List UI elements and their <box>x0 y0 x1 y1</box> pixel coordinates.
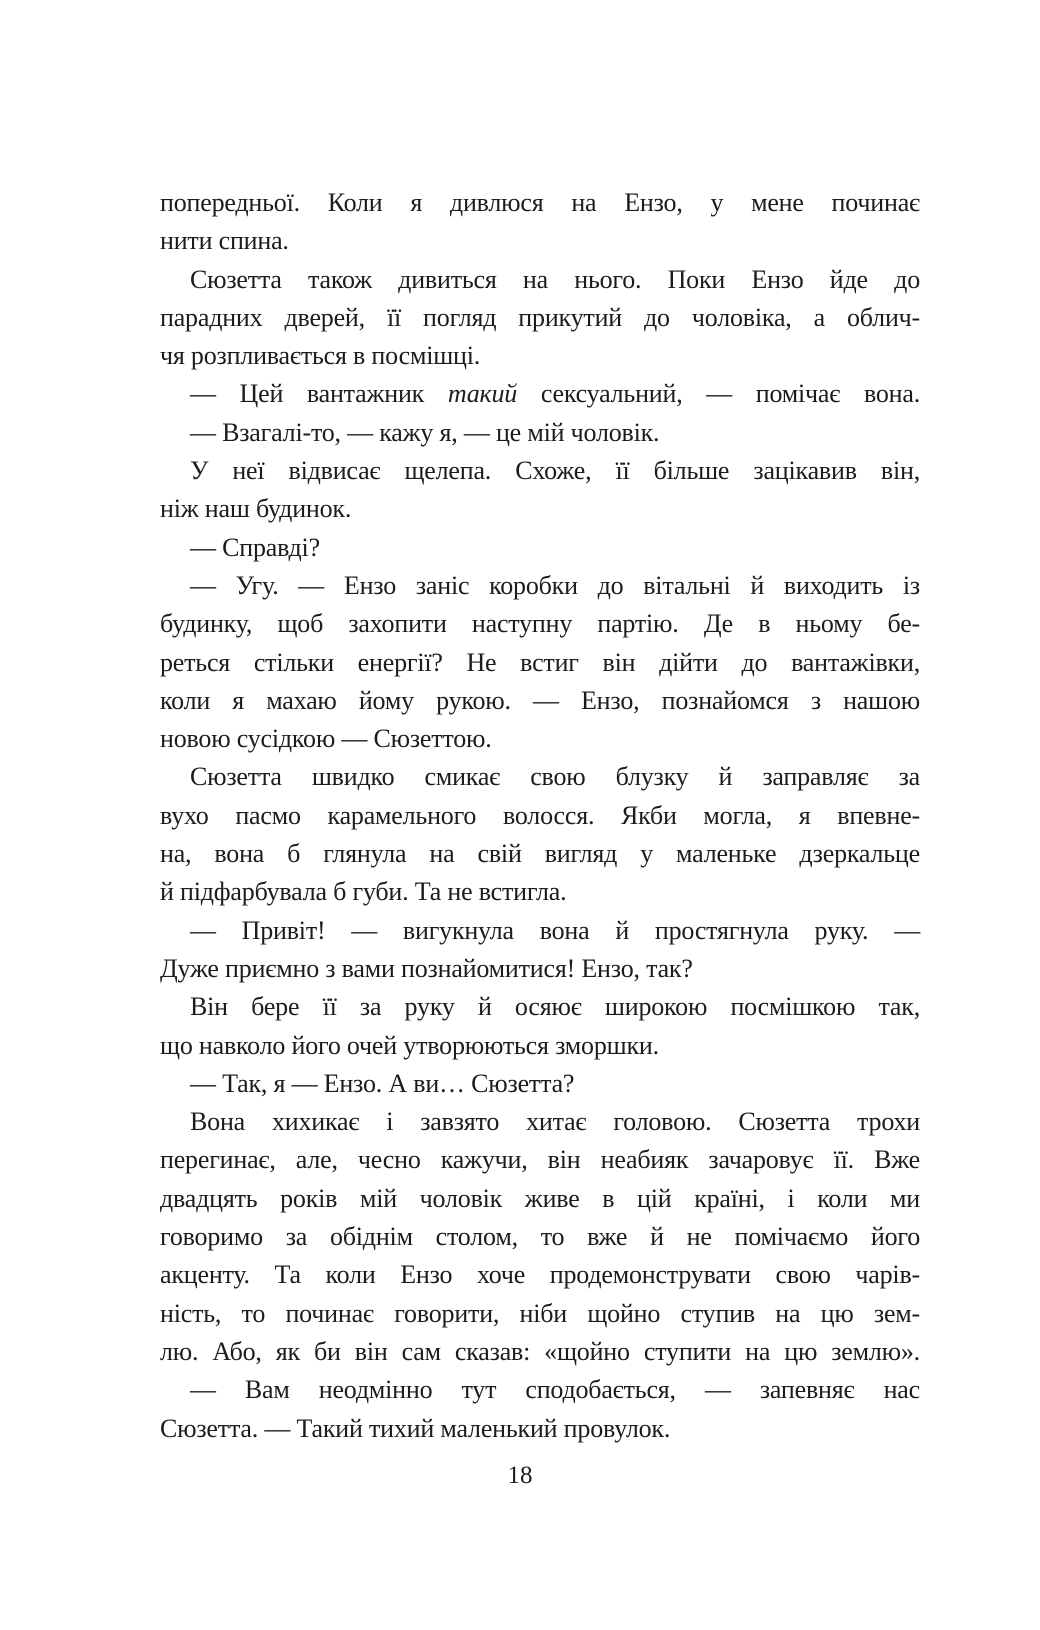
text-run: — Привіт! — вигукнула вона й простягнула руку. — <box>190 915 920 945</box>
text-line <box>160 452 920 490</box>
text-run: акценту. Та коли Ензо хоче продемонструвати свою чарів- <box>160 1260 920 1290</box>
text-line <box>160 567 920 605</box>
text-line <box>160 1103 920 1141</box>
text-run: У неї відвисає щелепа. Схоже, її більше зацікавив він, <box>190 456 920 486</box>
text-line <box>160 1333 920 1371</box>
text-line <box>160 1256 920 1294</box>
text-run: реться стільки енергії? Не встиг він дійти до вантажівки, <box>160 647 920 677</box>
text-run: парадних дверей, її погляд прикутий до чоловіка, а облич- <box>160 302 920 332</box>
text-line <box>160 490 920 528</box>
text-line <box>160 1295 920 1333</box>
text-run: вухо пасмо карамельного волосся. Якби могла, я впевне- <box>160 800 920 830</box>
text-run: лю. Або, як би він сам сказав: «щойно ступити на цю землю». <box>160 1336 920 1366</box>
text-run: Він бере її за руку й осяює широкою посмішкою так, <box>190 992 920 1022</box>
text-run: чя розпливається в посмішці. <box>160 341 481 371</box>
text-line <box>160 184 920 222</box>
italic-text-run: такий <box>447 379 518 409</box>
text-run: двадцять років мій чоловік живе в цій країні, і коли ми <box>160 1183 920 1213</box>
text-line <box>160 912 920 950</box>
text-run: й підфарбувала б губи. Та не встигла. <box>160 877 567 907</box>
text-run: — Цей вантажник <box>190 379 448 409</box>
text-run: коли я махаю йому рукою. — Ензо, познайомся з нашою <box>160 685 920 715</box>
text-line <box>160 950 920 988</box>
text-run: Сюзетта швидко смикає свою блузку й заправляє за <box>190 762 920 792</box>
text-run: ність, то починає говорити, ніби щойно ступив на цю зем- <box>160 1298 920 1328</box>
text-line <box>160 797 920 835</box>
text-run: що навколо його очей утворюються зморшки. <box>160 1030 659 1060</box>
text-line <box>160 261 920 299</box>
text-run: — Угу. — Ензо заніс коробки до вітальні й виходить із <box>190 570 920 600</box>
text-run: ніж наш будинок. <box>160 494 352 524</box>
text-line <box>160 758 920 796</box>
text-line <box>160 1180 920 1218</box>
text-run: нити спина. <box>160 226 289 256</box>
text-line <box>160 1027 920 1065</box>
text-line <box>160 1141 920 1179</box>
page-number: 18 <box>507 1462 533 1489</box>
text-block <box>160 184 920 1448</box>
text-run: — Взагалі-то, — кажу я, — це мій чоловік. <box>190 417 660 447</box>
text-run: говоримо за обіднім столом, то вже й не помічаємо його <box>160 1222 920 1252</box>
text-line <box>160 414 920 452</box>
text-run: перегинає, але, чесно кажучи, він неабияк зачаровує її. Вже <box>160 1145 920 1175</box>
text-line <box>160 375 920 413</box>
text-run: будинку, щоб захопити наступну партію. Де в ньому бе- <box>160 609 920 639</box>
text-line <box>160 299 920 337</box>
text-run: — Вам неодмінно тут сподобається, — запевняє нас <box>190 1375 920 1405</box>
text-line <box>160 337 920 375</box>
text-run: сексуальний, — помічає вона. <box>517 379 921 409</box>
text-line <box>160 605 920 643</box>
text-run: попередньої. Коли я дивлюся на Ензо, у мене починає <box>160 188 920 217</box>
text-run: новою сусідкою — Сюзеттою. <box>160 724 492 754</box>
text-line <box>160 1218 920 1256</box>
text-line <box>160 988 920 1026</box>
text-line <box>160 1371 920 1409</box>
text-run: Дуже приємно з вами познайомитися! Ензо, так? <box>160 953 693 983</box>
text-line <box>160 873 920 911</box>
text-run: Сюзетта. — Такий тихий маленький провулок. <box>160 1413 671 1443</box>
text-line <box>160 720 920 758</box>
text-run: Вона хихикає і завзято хитає головою. Сюзетта трохи <box>190 1107 920 1137</box>
text-run: — Справді? <box>190 532 320 562</box>
text-line <box>160 1065 920 1103</box>
text-line <box>160 222 920 260</box>
text-line <box>160 529 920 567</box>
text-line <box>160 644 920 682</box>
text-run: на, вона б глянула на свій вигляд у маленьке дзеркальце <box>160 839 920 869</box>
text-run: Сюзетта також дивиться на нього. Поки Ензо йде до <box>190 264 920 294</box>
text-line <box>160 682 920 720</box>
text-line <box>160 835 920 873</box>
text-line <box>160 1410 920 1448</box>
text-run: — Так, я — Ензо. А ви… Сюзетта? <box>190 1068 575 1098</box>
